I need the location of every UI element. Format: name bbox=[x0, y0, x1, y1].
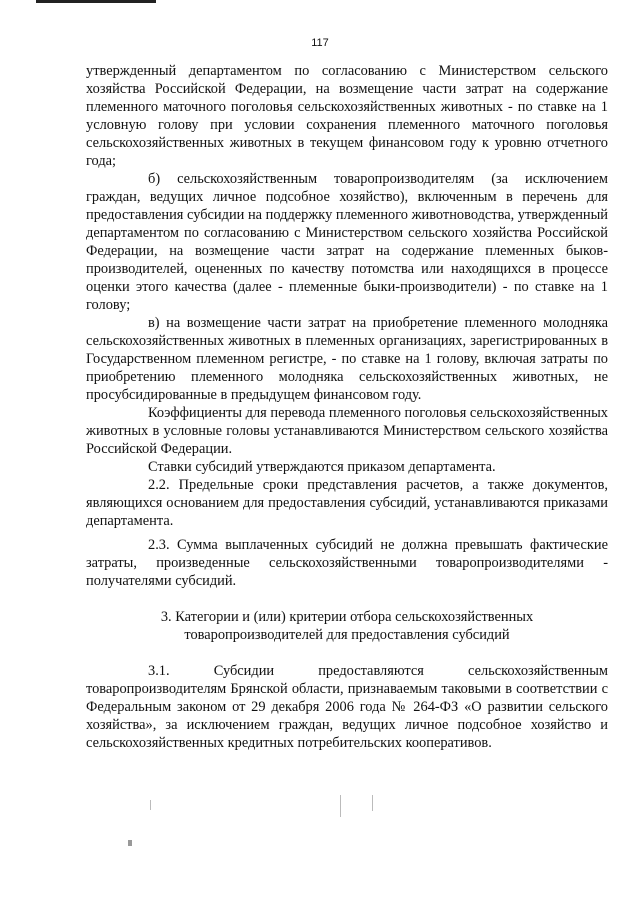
document-body bbox=[86, 62, 608, 752]
paragraph-2-2: 2.2. Предельные сроки представления расчетов, а также документов, являющихся основанием для предоставления субсидий, устанавливаются приказами департамента. bbox=[86, 477, 608, 529]
paragraph-coefficients: Коэффициенты для перевода племенного поголовья сельскохозяйственных животных в условные головы устанавливаются Министерством сельского хозяйства Российской Федерации. bbox=[86, 405, 608, 457]
paragraph-3-1: 3.1. Субсидии предоставляются сельскохозяйственным товаропроизводителям Брянской области, признаваемым таковыми в соответствии с Федеральным законом от 29 декабря 2006 года № 264-ФЗ «О развитии сельского хозяйства», за исключением граждан, ведущих личное подсобное хозяйство и сельскохозяйственных кредитных потребительских кооперативов. bbox=[86, 663, 608, 751]
scan-artifact bbox=[372, 795, 373, 811]
paragraph-b: б) сельскохозяйственным товаропроизводителям (за исключением граждан, ведущих личное подсобное хозяйство), включенным в перечень для предоставления субсидии на поддержку племенного животноводства, утвержденный департаментом по согласованию с Министерством сельского хозяйства Российской Федерации, на возмещение части затрат на содержание племенных быков-производителей, оцененных по качеству потомства или находящихся в процессе оценки этого качества (далее - племенные быки-производители) - по ставке на 1 голову; bbox=[86, 171, 608, 313]
section-3-heading bbox=[86, 608, 608, 644]
paragraph-v: в) на возмещение части затрат на приобретение племенного молодняка сельскохозяйственных животных в племенных организациях, зарегистрированных в Государственном племенном регистре, - по ставке на 1 голову, включая затраты по приобретению племенного молодняка сельскохозяйственных животных, не просубсидированные в предыдущем финансовом году. bbox=[86, 315, 608, 403]
scan-artifact bbox=[128, 840, 132, 846]
scan-artifact bbox=[150, 800, 151, 810]
section-3-heading-line2: товаропроизводителей для предоставления субсидий bbox=[184, 627, 510, 643]
section-3-heading-line1: 3. Категории и (или) критерии отбора сельскохозяйственных bbox=[160, 609, 534, 625]
scan-edge-line bbox=[36, 0, 156, 3]
page-number: 117 bbox=[311, 37, 329, 49]
scan-artifact bbox=[340, 795, 341, 817]
paragraph-rates: Ставки субсидий утверждаются приказом департамента. bbox=[148, 459, 496, 475]
paragraph-2-3: 2.3. Сумма выплаченных субсидий не должна превышать фактические затраты, произведенные сельскохозяйственными товаропроизводителями - получателями субсидий. bbox=[86, 537, 608, 589]
paragraph-continuation: утвержденный департаментом по согласованию с Министерством сельского хозяйства Российской Федерации, на возмещение части затрат на содержание племенного маточного поголовья сельскохозяйственных животных - по ставке на 1 условную голову при условии сохранения племенного маточного поголовья сельскохозяйственных животных в текущем финансовом году к уровню отчетного года; bbox=[86, 63, 608, 169]
